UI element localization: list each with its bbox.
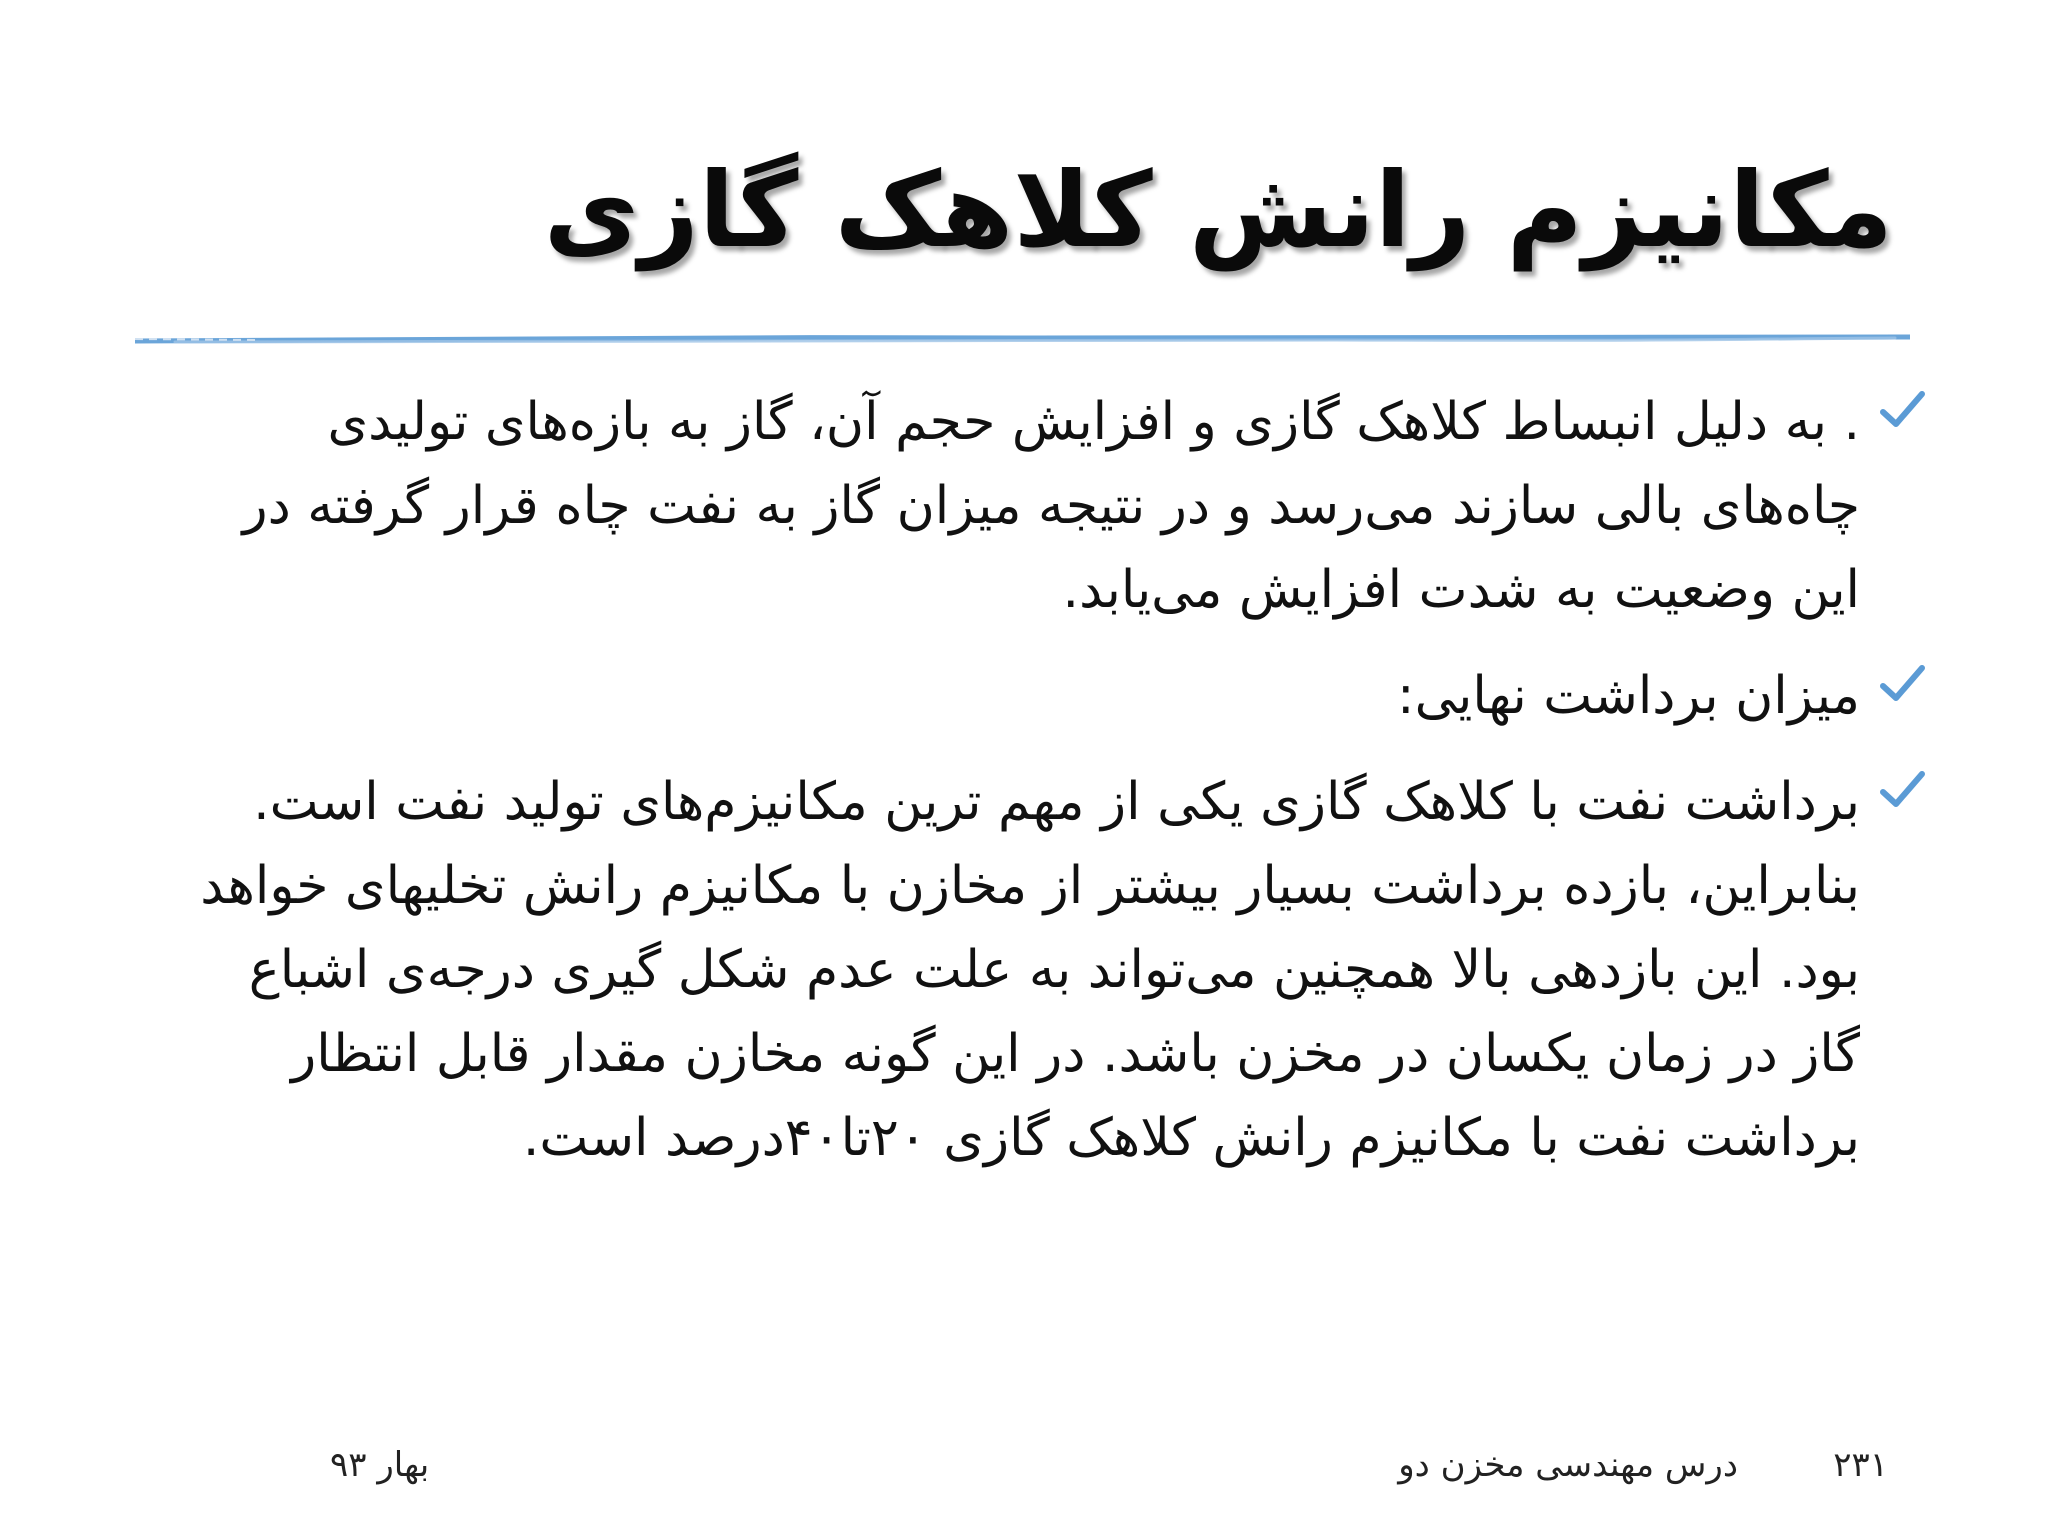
check-icon <box>1878 386 1926 434</box>
bullet-text: میزان برداشت نهایی: <box>1397 666 1860 726</box>
check-icon <box>1878 766 1926 814</box>
bullet-text: . به دلیل انبساط کلاهک گازی و افزایش حجم آن، گاز به بازه‌های تولیدی چاه‌های بالی سازند می‌رسد و در نتیجه میزان گاز به نفت چاه قرار گرفته در این وضعیت به شدت افزایش می‌یابد. <box>242 392 1860 620</box>
list-item <box>168 380 1888 632</box>
title-divider <box>135 333 1910 347</box>
list-item <box>168 760 1888 1180</box>
check-icon <box>1878 660 1926 708</box>
list-item <box>168 654 1888 738</box>
slide-title: مکانیزم رانش کلاهک گازی <box>543 149 1893 271</box>
semester-label: بهار ۹۳ <box>330 1445 430 1485</box>
bullet-list <box>168 380 1888 1202</box>
bullet-text: برداشت نفت با کلاهک گازی یکی از مهم ترین مکانیزم‌های تولید نفت است. بنابراین، بازده برداشت بسیار بیشتر از مخازن با مکانیزم رانش تخلیهای خواهد بود. این بازدهی بالا همچنین می‌تواند به علت عدم شکل گیری درجه‌ی اشباع گاز در زمان یکسان در مخزن باشد. در این گونه مخازن مقدار قابل انتظار برداشت نفت با مکانیزم رانش کلاهک گازی ۲۰تا۴۰درصد است. <box>200 772 1860 1168</box>
course-title: درس مهندسی مخزن دو <box>1398 1445 1738 1485</box>
page-number: ۲۳۱ <box>1833 1445 1888 1485</box>
